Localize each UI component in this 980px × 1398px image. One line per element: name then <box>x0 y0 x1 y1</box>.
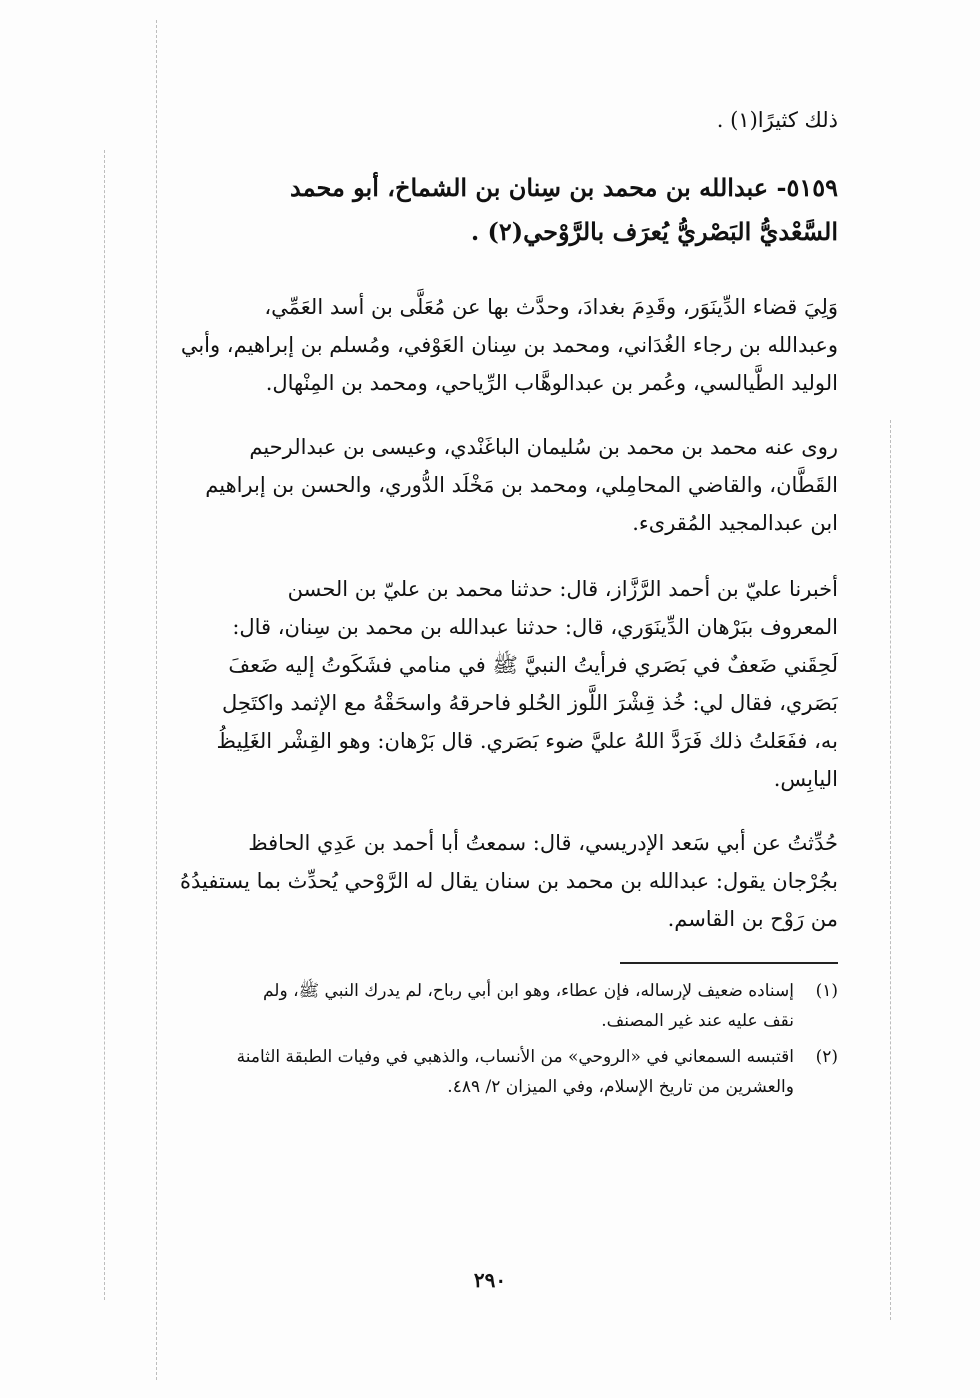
footnote-line: إسناده ضعيف لإرساله، فإن عطاء، وهو ابن أبي رباح، لم يدرك النبي ﷺ، ولم <box>262 981 794 1001</box>
paragraph-line: روى عنه محمد بن محمد بن سُليمان الباغَنْدي، وعيسى بن عبدالرحيم <box>249 435 838 459</box>
footnote-1 <box>138 976 838 1036</box>
footnote-line: نقف عليه عند غير المصنف. <box>601 1011 794 1031</box>
footnote-line: والعشرين من تاريخ الإسلام، وفي الميزان ٢/ ٤٨٩. <box>447 1077 794 1097</box>
paragraph-line: أخبرنا عليّ بن أحمد الرَّزَّاز، قال: حدثنا محمد بن عليّ بن الحسن <box>287 577 838 601</box>
paragraph-narration <box>138 570 838 798</box>
footnote-2 <box>138 1042 838 1102</box>
footnote-separator <box>620 962 838 964</box>
footnote-text <box>138 976 794 1036</box>
paragraph-line: وَلِيَ قضاء الدِّينَوَر، وقَدِمَ بغدادَ، وحدَّث بها عن مُعَلَّى بن أسد العَمِّي، <box>264 295 838 319</box>
paragraph-line: الوليد الطَّيالسي، وعُمر بن عبدالوهَّاب الرِّياحي، ومحمد بن المِنْهال. <box>265 371 838 395</box>
paragraph-line: اليابِس. <box>773 767 838 791</box>
paragraph-line: وعبدالله بن رجاء الغُدَاني، ومحمد بن سِنان العَوْفي، ومُسلم بن إبراهيم، وأبي <box>180 333 838 357</box>
entry-title <box>138 166 838 254</box>
page-number: ٢٩٠ <box>473 1268 507 1292</box>
paragraph-line: حُدِّثتُ عن أبي سَعد الإدريسي، قال: سمعتُ أبا أحمد بن عَدِي الحافظ <box>248 831 838 855</box>
footnote-number: (١) <box>815 981 838 1001</box>
scan-margin-mark-left <box>104 150 105 1300</box>
paragraph-teachers <box>138 288 838 402</box>
paragraph-line: به، ففَعَلتُ ذلك فَرَدَّ اللهُ عليَّ ضوء بَصَري. قال بَرْهان: وهو القِشْر الغَلِيظُ <box>216 729 838 753</box>
paragraph-line: القَطَّان، والقاضي المحامِلي، ومحمد بن مَخْلَد الدُّوري، والحسن بن إبراهيم <box>205 473 838 497</box>
entry-title-line-1: ٥١٥٩- عبدالله بن محمد بن سِنان بن الشماخ، أبو محمد <box>289 173 838 202</box>
paragraph-line: ابن عبدالمجيد المُقرىء. <box>632 511 838 535</box>
carry-over-text <box>138 100 838 140</box>
footnote-text <box>138 1042 794 1102</box>
scan-margin-mark-right <box>890 420 891 1320</box>
paragraph-line: لَحِقَني ضَعفٌ في بَصَري فرأيتُ النبيَّ ﷺ في منامي فشَكَوتُ إليه ضَعفَ <box>228 653 838 677</box>
entry-title-line-2: السَّعْديُّ البَصْريُّ يُعرَف بالرَّوْحي(٢) . <box>470 217 838 246</box>
paragraph-students <box>138 428 838 542</box>
paragraph-reports <box>138 824 838 938</box>
paragraph-line: بجُرْجان يقول: عبدالله بن محمد بن سنان يقال له الرَّوْحي يُحدِّث بما يستفيدُهُ <box>180 869 838 893</box>
footnotes <box>138 976 838 1108</box>
paragraph-line: من رَوْح بن القاسم. <box>667 907 838 931</box>
footnote-line: اقتبسه السمعاني في «الروحي» من الأنساب، والذهبي في وفيات الطبقة الثامنة <box>236 1047 794 1067</box>
footnote-number: (٢) <box>815 1047 838 1067</box>
carry-over-line: ذلك كثيرًا(١) . <box>716 108 838 132</box>
paragraph-line: المعروف ببَرْهان الدِّينَوَري، قال: حدثنا عبدالله بن محمد بن سِنان، قال: <box>232 615 838 639</box>
paragraph-line: بَصَري، فقال لي: خُذ قِشْرَ اللَّوز الحُلو فاحرقهُ واسحَقْهُ مع الإثمد واكتَحِل <box>221 691 838 715</box>
